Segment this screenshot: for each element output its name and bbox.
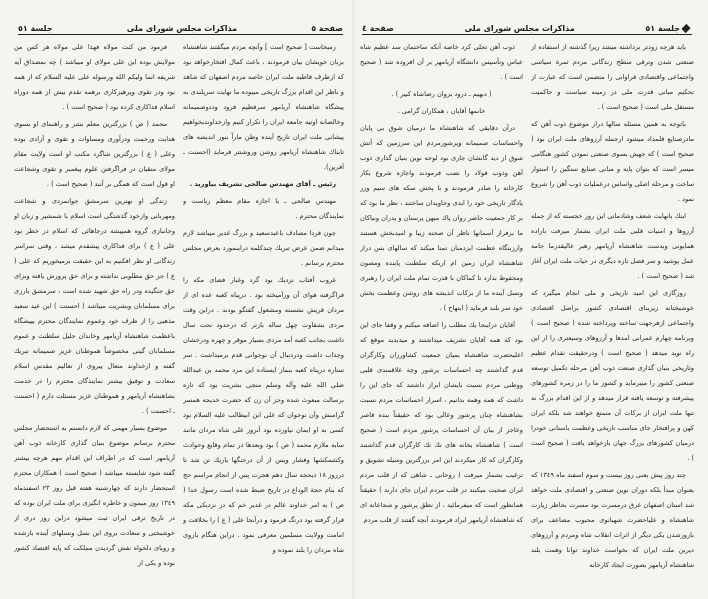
session-number: جلسة ٥١ [18, 24, 53, 33]
right-page [354, 0, 708, 599]
publication-title: مذاكرات مجلس شوراى ملى [126, 24, 238, 33]
page-number: صفحة ٥ [311, 24, 343, 33]
paragraph: باتوجه به همين مسئله سالها دراز موضوع ذوب آهن كه مادرصنايع قلمداد ميشود ازجمله آرزوهاى ملت ايران بود ( صحيح است ) كه جهش بسوى صنعتى نمودن كشور هنگامى ميسر است كه بتوان پايه و مبانى صنايع سنگين را استوار ساخت و مرحله اصلى واساس درعمليات ذوب آهن را شروع نمود . [531, 120, 694, 203]
paragraph: بايد هرچه زودتر برداشته ميشد زيرا گذشته از استفاده از صنعتى شدن وترقى سطح زندگانى مردم ثمرة سياسى واجتماعى واقتصادى فراوانى را متضمن است كه عبارت از تحكيم مبانى قدرت ملى در زمينه سياست و حاكميت مستقل ملى است ( صحيح است ) . [531, 43, 694, 111]
publication-title: مذاكرات مجلس شوراى ملى [464, 24, 575, 33]
paragraph: اينك بانهايت شعف وشادمانى اين روز خجسته كه از جمله آرزوها و امنيات قلبى ملت ايران بشمار ميرفت باراده همايونى وبدست شاهنشاه آريامهر رهبر عاليقدرما جامه عمل پوشيد و سر فصل تازه ديگرى در حيات ملت ايران آغاز شد ( صحيح است ) . [531, 212, 694, 280]
speaker-line: رئيس ـ آقاى مهندس صالحى تشريف بياوريد . [189, 180, 336, 188]
session-number: جلسة ٥١ [645, 24, 692, 34]
paragraph: فرمود من كنت مولاه فهذا على مولاه هر كس من مولايش بوده اين على مولاى او ميباشد ) چه بمصداق آيه شريفه انما وليكم الله ورسوله على عليه السلام كه از همه بود ودر تقوى وپرهيزكارى برهمه تقدم بيش از همه دوراه اسلام فداكارى كرده بود ( صحيح است ) . [14, 43, 175, 111]
speaker-line: مهندس صالحى ـ با اجازه مقام معظم رياست و نمايندگان محترم . [183, 197, 344, 220]
paragraph: موضوع بسيار مهمى كه لازم دانستم به استحضار مجلس محترم برسانم موضوع بنيان گذارى كارخانه ذوب آهن آريامهر است كه در اطراف اين اقدام مهم هرچه بيشتر گفته شود شايسته ميباشد ( صحيح است ) همكاران محترم استحضار دارند كه چهارشنبه هفته قبل روز ٢٣ اسفندماه ١٣٤٩ روز ميمون و خاطره انگيزى براى ملت ايران بوده كه در تاريخ ترقى ايران ثبت ميشود دراين روز درى از خوشبختى و سعادت بروى اين نسل ونسلهاى آينده بازشده و روياى دلخواه نقش گرديدن مملكت كه پايه اقتصاد كشور بوده و يكى از [14, 424, 175, 567]
text-columns [360, 40, 694, 585]
diamond-ornament-icon [681, 24, 690, 33]
paragraph: رمبخاست [ صحيح است ] وآنچه مردم ميگفتند شاهنشاه بزبان خويشان بيان فرمودند ، باعث كمال افتخارخواهد بود كه ازطرف قاطبه ملت ايران خاصه مردم اصفهان كه شاهد و ناظر اين اقدام بزرگ تاريخى ميبوده ما نهايت سرپلندى به پيشگاه شاهنشاه آريامهر سرفطيم فرود وددوصميمانه وخالصانه اوتيه جامعه ايران را تكرار كنيم وازخداوندبخواهيم پيشانى ملت ايران تاريخ آينده وطن ماراً بنور انديشه هاى تابناك شاهنشاه آريامهر روشن وروشنتر فرمايد (احسنت ـ آفرين). [183, 43, 344, 171]
paragraph: محمد ( ص ) بزرگترين معلم بشر و راهنماى او بسوى هدايت ورحمت ودرآورى ومساوات و تقوى و آزادى بوده وعلى ( ع ) بزرگترين شاگرد مكتب او است ولايت مقام مولاى متقيان در فراگرفتن علوم پيغمبر و تقوى وشجاعت او قول است كه همگى بر آنند ( صحيح است ) . [14, 120, 175, 188]
salutation: خانمها آقايان ، همكاران گرامى . [397, 107, 486, 115]
page-header [18, 20, 343, 35]
paragraph: غروب آفتاب نزديك بود گرد وغبار فضاى مكه را فراگرفته هواى آن ورآميخته بود . درپناه كعبه عده اى از مردان قريش نشسته ومشغول گفتگو بودند . دراين وقت مردى بشقاوت چهل ساله بازتر كه درحدود تحت سال داشت بجانب كعبه آمد مردى بسيار موقر و چهره ودرخشان وجذاب داشت ودردنبال آن نوجوانى قدم برميداشت . سر ستاره درپناه كعبه بنماز ايستاده اين مرد محمد بن عبدالله صلى الله عليه وآله وسلم منجى بشريت بود كه تازه برسالت مبعوث شده وجز آن زن كه حضرت خديجه همسر گرامىش وآن نوجوان كه على ابن ابيطالب عليه السلام بود كسى به او ايمان نياورده بود آنروز على شاه مردان مانند سايه ملازم محمد ( ص ) بود وبعدها در تمام وقايع وحوادث وكشمكشها وفشار وپس از آن درجنگها ياريك تن شد تا درروز ١٨ ذيحجه سال دهم هجرت پس از انجام مراسم حج كه بنام حجة الوداع در تاريخ ضبط شده است رسول خدا ( ص ) به امر خداوند عالم در غدير خم كه در نزديكى مكه قرار گرفته بود درنگ فرمود و درآنجا على ( ع ) را بخلافت و امامت وولايت مسلمين معرفى نمود . دراين هنگام بازوى شاه مردان را بلند نموده و [183, 276, 344, 554]
text-column-right [531, 40, 694, 585]
text-column-right [183, 40, 344, 585]
paragraph: روزگارى اين اميد تاريخى و ملى انجام ميگيرد كه خوشبختانه زيربناى اقتصادى كشور براصل اقتصادى واجتماعى ازهرجهت ساخته وپرداخته شده ( صحيح است ) وبرنامه چهارم عمرانى امدها و آرزوهاى وسيعترى را از اين راه نويد ميدهد ( صحيح است ) ودرحقيقت نقدام عظيم وتاريخى بنيان گذارى صنعت ذوب آهن مرحله تكميل توسعه صنعتى كشور را ميبرمايد و كشور ما را در زمره كشورهاى پيشرفته و توسعه يافته قرار ميدهد و از اين اقدام بزرگ نه تنها ملت ايران از بركات آن متمتع خواهند شد بلكه ايران كهن و پرافتخار جاى مناسب تاريخى وعظمت باستانى خودرا درميان كشورهاى بزرگ جهان بازخواهد يافت ( صحيح است ) . [531, 289, 694, 462]
paragraph: چون فردا مصادف باعيدسعيد و بزرگ غدير ميباشد لازم ميدانم ضمن عرض تبريك چندكلمه دراينمورد بعرض مجلس محترم برسانم . [183, 229, 344, 267]
interjection: ( دبهيم ـ درود بروان رضاشاه كبير ) . [391, 90, 492, 98]
text-column-left [360, 40, 523, 585]
paragraph: زندگى او بهترين سرمشق جوانمردى و شجاعت ومهربانى وازخود گذشتگى است اسلام با شمشير و زبان او وجانبازى گروه همپيشه درجاهائى كه اسلام در خطر بود على ( ع ) براى فداكارى پيشقدم ميشد ، وقتى سراسر زندگانى او نظر افكنيم به اين حقيقت برميخوريم كه على ( ع ) جز حق مطلوبى نداشته و براى حق پرورش يافته وبراى حق جنگيده ودر راه حق شهيد شده است ، سرمشق بارزى براى مسلمانان وبشريت ميباشد ( احسنت ) اين عيد سعيد مذهبى را از طرف خود وعموم نمايندگان محترم بپيشگاه باعظمت شاهنشاه آريامهر وخاندان جليل سلطنت و عموم مسلمانان گيتى مخصوصاً هموطنان عزيز صميمانه تبريك گفته و ازخداوند متعال پيروى از تعاليم مقدس اسلام سعادت و توفيق بيشتر نمايندگان محترم را در خدمت بشاهنشاه آريامهر و هموطنان عزيز مسئلت دارم ( احسنت ـ احسنت ) . [14, 197, 175, 415]
page-number: صفحة ٤ [362, 24, 394, 33]
text-columns [14, 40, 344, 585]
paragraph: درآن دقايقى كه شاهنشاه ما درميان شوق بى پايان واحساسات صميمانه وپرشورمردم اين سرزمين كه آتش شوق از ديد گانشان جارى بود لوحه نوين بنيان گذارى ذوب آهن وذوب فولاد را نصب فرمودند واجازه شروع بكار كارخانه را صادر فرمودند و با پخش سكه هاى سيم وزر يادگار تاريخى خود را ابدى وجاويدان ساختند ، نظر ما بود كه بر كار جمعيت حاضر روان پاك ميهن پرستان و پدران ونياكان ما برفراز آسمانها ناظر آن صحنه زيبا و اميدبخش هستند واززبنگاه عظمت ايزدمنان تمنا ميكند كه سالهاى بس دراز شاهنشاه ايران زمين ام اريكه سلطنت پاينده ومصون ومحفوظ بدارد تا كماكان با قدرت تمام ملت ايران را رهبرى ونسل آينده ما از بركات انديشه هاى روشن وعظمت بخش خود سر بلند فرمايد ( ابتهاج ) . [360, 124, 523, 312]
paragraph: چند روز پيش يعنى روز بيست و سوم اسفند ماه ١٣٤٩ كه بعنوان مبدأ بلكه دوران نوين صنعتى و اقتصادى ملت خواهد شد استان اصفهان غرق درمسرت بود مسرت بخاطر زيارت شاهنشاه و علياحضرت شهبانوى محبوب مضاعف براى بارورشدن يكى ديگر از اثرات انقلاب شاه ومردم و آرزوهاى ديرين ملت ايران كه بخواست خداوند توانا وهمت بلند شاهنشاه آريامهر بصورت ايجاد كارخانه [531, 471, 694, 569]
page-header [362, 20, 692, 35]
paragraph: آقايان دراينجا يك مطلب را اضافه ميكنم و وقفا جاى اين بود كه همه آقايان تشريف ميداشتند و ميديديد موقع كه اعليحضرت شاهنشاه بميان جمعيت كشاورزان وكارگران قدم گذاشتند چه احساسات پرشور وچه علاقمندى قلبى ووطنى مردم نسبت بايشان ابراز داشتند كه جاى اين را داشت كه همه وهمه بدانيم ، اسرار احساسات مردم نسبت بشاهنشاه چنان پرشور وعالى بود كه حقيقتاً بنده قاصر وعاجز از بيان آن احساسات پرشور مردم است ( صحيح است ) شاهنشاه بخانه هاى تك تك كارگران قدم گذاشتند وكارگران كه كار ميكردند اين امر بزرگترين وسيله تشويق و ترغيب بشمار ميرفت ( روحانى ـ شاهى كه از قلب مردم ايران صحبت ميكنند در قلب مردم ايران جاى دارند ) حقيقتاً همانطور است كه ميفرمائيد ، از نطق پرشور و شجاعانه اى كه شاهنشاه آريامهر ايراد فرمودند آنچه گفتند از قلب مردم [360, 321, 523, 524]
paragraph: ذوب آهن تجلى كرد خاصه آنكه ساختمان سد عظيم شاه عباس وتأسيس دانشگاه آريامهر بر آن افزوده شد ( صحيح است ) . [360, 43, 523, 81]
text-column-left [14, 40, 175, 585]
